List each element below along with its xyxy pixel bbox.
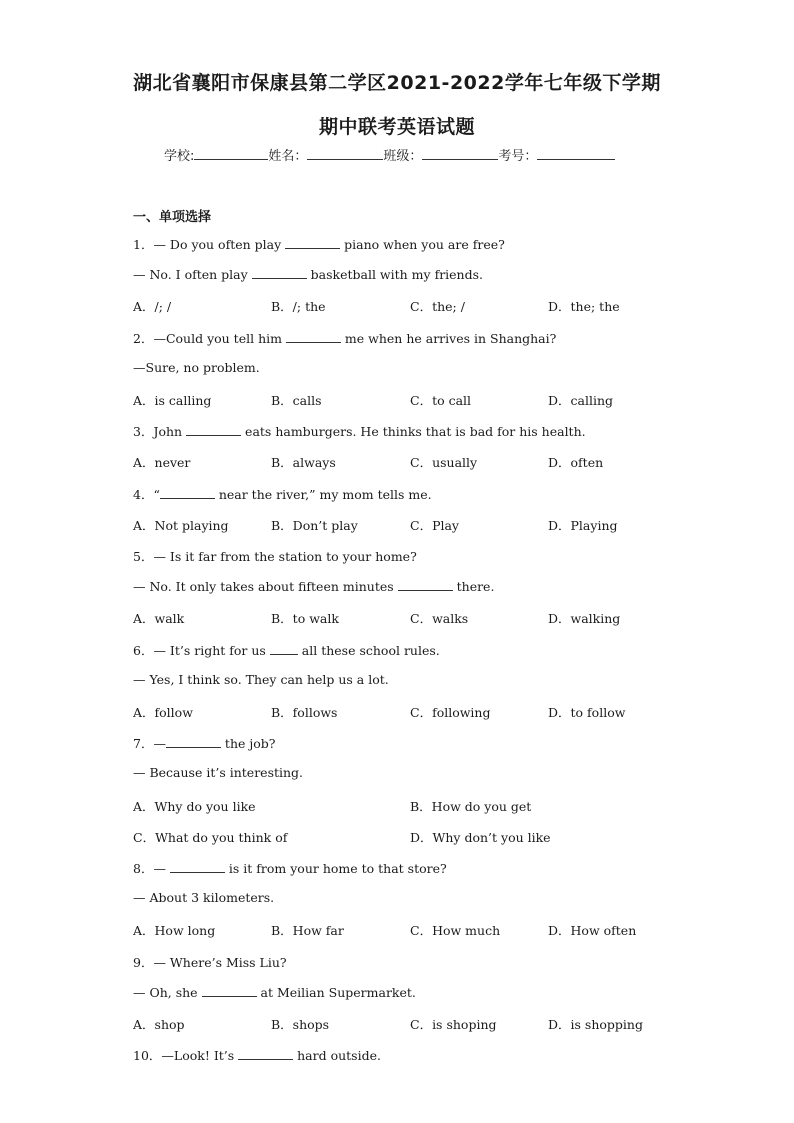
option-c: C．usually <box>410 455 478 470</box>
question-text: eats hamburgers. He thinks that is bad for his health. <box>241 424 586 439</box>
question-text: near the river,” my mom tells me. <box>214 487 432 502</box>
question-8 <box>133 859 447 877</box>
question-9: 9．— Where’s Miss Liu? <box>133 955 287 970</box>
answer-blank <box>398 578 453 591</box>
question-text: 3．John <box>133 424 187 439</box>
reply-text: — No. It only takes about fifteen minutes <box>133 579 398 594</box>
option-a: A．Not playing <box>133 518 229 533</box>
option-c: C．How much <box>410 923 501 938</box>
option-a: A．/; / <box>133 299 172 314</box>
class-blank <box>422 145 498 160</box>
student-info-row <box>164 145 615 164</box>
question-text: 4．“ <box>133 487 160 502</box>
answer-blank <box>285 236 340 249</box>
question-6 <box>133 641 440 659</box>
question-10 <box>133 1046 381 1064</box>
option-c: C．Play <box>410 518 459 533</box>
question-9-reply <box>133 984 416 1000</box>
exam-no-blank <box>537 145 615 160</box>
option-c: C．What do you think of <box>133 830 288 845</box>
option-c: C．following <box>410 705 491 720</box>
answer-blank <box>186 423 241 436</box>
question-1-reply <box>133 266 483 282</box>
question-5-reply <box>133 578 494 594</box>
option-d: D．the; the <box>548 299 620 314</box>
question-4 <box>133 485 432 503</box>
option-a: A．follow <box>133 705 193 720</box>
option-b: B．calls <box>271 393 322 408</box>
option-b: B．/; the <box>271 299 326 314</box>
answer-blank <box>166 735 221 748</box>
school-label: 学校: <box>164 149 195 164</box>
option-a: A．shop <box>133 1017 185 1032</box>
option-c: C．is shoping <box>410 1017 497 1032</box>
exam-no-label: 考号： <box>498 149 538 164</box>
name-blank <box>307 145 383 160</box>
question-2-reply: —Sure, no problem. <box>133 360 260 375</box>
answer-blank <box>160 486 215 499</box>
option-d: D．How often <box>548 923 637 938</box>
option-a: A．How long <box>133 923 216 938</box>
reply-text: — No. I often play <box>133 267 252 282</box>
question-text: 1．— Do you often play <box>133 237 286 252</box>
option-b: B．How far <box>271 923 344 938</box>
question-7 <box>133 734 275 752</box>
question-8-reply: — About 3 kilometers. <box>133 890 275 905</box>
option-a: A．walk <box>133 611 185 626</box>
option-d: D．Playing <box>548 518 618 533</box>
question-text: 6．— It’s right for us <box>133 643 270 658</box>
question-text: 8．— <box>133 861 170 876</box>
question-5: 5．— Is it far from the station to your home? <box>133 549 417 564</box>
option-d: D．to follow <box>548 705 626 720</box>
question-7-reply: — Because it’s interesting. <box>133 765 304 780</box>
question-3 <box>133 422 586 440</box>
option-b: B．always <box>271 455 336 470</box>
answer-blank <box>270 642 298 655</box>
option-d: D．is shopping <box>548 1017 643 1032</box>
reply-text: there. <box>452 579 495 594</box>
reply-text: at Meilian Supermarket. <box>256 985 416 1000</box>
question-text: 7．— <box>133 736 166 751</box>
exam-title-line1: 湖北省襄阳市保康县第二学区2021-2022学年七年级下学期 <box>133 72 661 94</box>
name-label: 姓名： <box>268 149 308 164</box>
option-a: A．Why do you like <box>133 799 256 814</box>
option-b: B．Don’t play <box>271 518 358 533</box>
question-2 <box>133 329 556 347</box>
school-blank <box>194 145 268 160</box>
question-text: me when he arrives in Shanghai? <box>340 331 557 346</box>
answer-blank <box>286 330 341 343</box>
question-text: 2．—Could you tell him <box>133 331 286 346</box>
question-1 <box>133 235 505 253</box>
answer-blank <box>252 266 307 279</box>
option-d: D．often <box>548 455 604 470</box>
answer-blank <box>170 860 225 873</box>
class-label: 班级： <box>383 149 423 164</box>
option-d: D．walking <box>548 611 621 626</box>
option-c: C．walks <box>410 611 469 626</box>
section-title: 一、单项选择 <box>133 210 212 225</box>
option-b: B．shops <box>271 1017 330 1032</box>
question-text: the job? <box>220 736 276 751</box>
answer-blank <box>238 1047 293 1060</box>
option-b: B．to walk <box>271 611 339 626</box>
option-a: A．never <box>133 455 191 470</box>
question-text: 10．—Look! It’s <box>133 1048 239 1063</box>
question-6-reply: — Yes, I think so. They can help us a lot. <box>133 672 389 687</box>
question-text: piano when you are free? <box>340 237 505 252</box>
option-d: D．calling <box>548 393 614 408</box>
option-b: B．follows <box>271 705 338 720</box>
reply-text: — Oh, she <box>133 985 202 1000</box>
question-text: all these school rules. <box>297 643 440 658</box>
option-a: A．is calling <box>133 393 212 408</box>
option-b: B．How do you get <box>410 799 532 814</box>
option-d: D．Why don’t you like <box>410 830 551 845</box>
reply-text: basketball with my friends. <box>306 267 484 282</box>
option-c: C．the; / <box>410 299 465 314</box>
exam-title-line2: 期中联考英语试题 <box>318 116 475 138</box>
answer-blank <box>202 984 257 997</box>
question-text: is it from your home to that store? <box>224 861 447 876</box>
option-c: C．to call <box>410 393 472 408</box>
question-text: hard outside. <box>293 1048 381 1063</box>
